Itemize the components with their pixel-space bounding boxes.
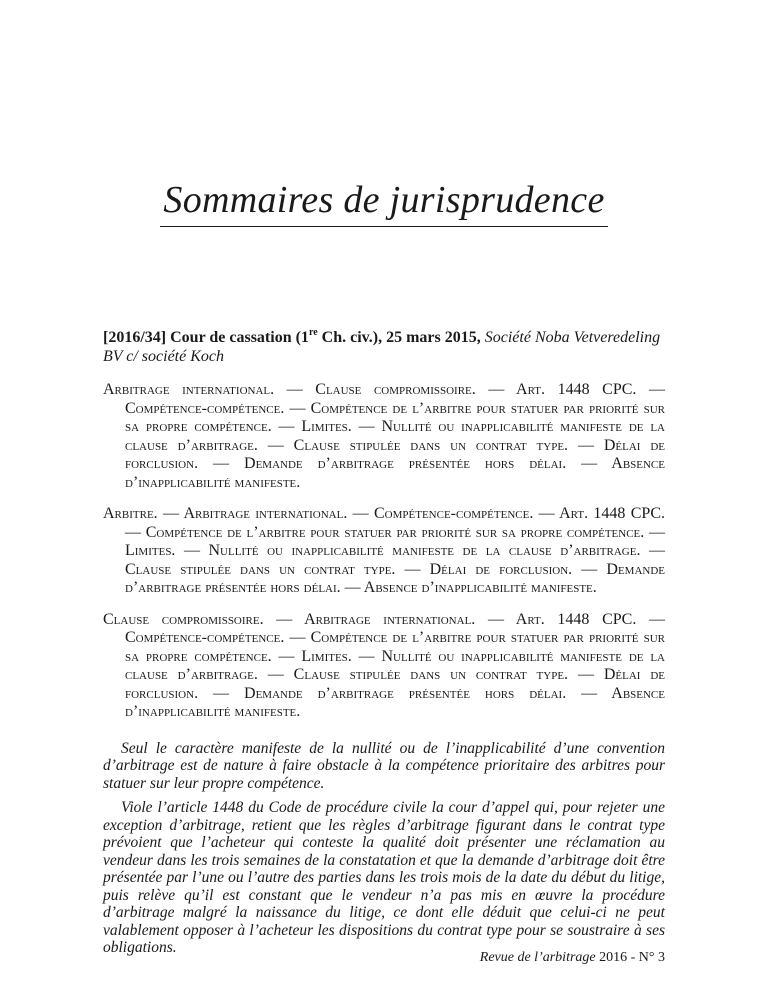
- case-parties: Société Noba Vetveredeling BV c/ société Koch: [103, 329, 661, 365]
- case-header: [103, 328, 665, 366]
- case-court-sup: re: [308, 326, 318, 338]
- sommaire-entry-arbitre: Arbitre. — Arbitrage international. — Compétence-compétence. — Art. 1448 CPC. — Compétence de l’arbitre pour statuer par priorité sur sa propre compétence. — Limites. — Nullité ou inapplicabilité manifeste de la clause d’arbitrage. — Clause stipulée dans un contrat type. — Délai de forclusion. — Demande d’arbitrage présentée hors délai. — Absence d’inapplicabilité manifeste.: [103, 505, 665, 596]
- summary-paragraph: Viole l’article 1448 du Code de procédure civile la cour d’appel qui, pour rejeter une exception d’arbitrage, retient que les règles d’arbitrage figurant dans le contrat type prévoient que l’acheteur qui conteste la qualité doit présenter une réclamation au vendeur dans les trois semaines de la constatation et que la demande d’arbitrage doit être présentée par l’une ou l’autre des parties dans les trois mois de la date du début du litige, puis relève qu’il est constant que le vendeur n’a pas mis en œuvre la procédure d’arbitrage malgré la naissance du litige, ce dont elle déduit que celui-ci ne peut valablement opposer à l’acheteur les dispositions du contrat type pour se soustraire à ses obligations.: [103, 799, 665, 956]
- page-footer: [480, 950, 665, 966]
- sommaire-entry-clause-compromissoire: Clause compromissoire. — Arbitrage international. — Art. 1448 CPC. — Compétence-compétence. — Compétence de l’arbitre pour statuer par priorité sur sa propre compétence. — Limites. — Nullité ou inapplicabilité manifeste de la clause d’arbitrage. — Clause stipulée dans un contrat type. — Délai de forclusion. — Demande d’arbitrage présentée hors délai. — Absence d’inapplicabilité manifeste.: [103, 610, 665, 720]
- page-title: Sommaires de jurisprudence: [163, 179, 605, 221]
- sommaire-entry-arbitrage-international: Arbitrage international. — Clause compromissoire. — Art. 1448 CPC. — Compétence-compétence. — Compétence de l’arbitre pour statuer par priorité sur sa propre compétence. — Limites. — Nullité ou inapplicabilité manifeste de la clause d’arbitrage. — Clause stipulée dans un contrat type. — Délai de forclusion. — Demande d’arbitrage présentée hors délai. — Absence d’inapplicabilité manifeste.: [103, 381, 665, 491]
- case-reference: [2016/34]: [103, 329, 167, 346]
- main-content: [103, 328, 665, 964]
- footer-journal: Revue de l’arbitrage: [479, 950, 596, 965]
- case-court-before: Cour de cassation (1: [170, 329, 309, 346]
- case-court-after: Ch. civ.), 25 mars 2015,: [317, 329, 481, 346]
- case-court: [170, 326, 481, 346]
- footer-issue: 2016 - N° 3: [595, 950, 665, 965]
- title-underline: [160, 226, 608, 227]
- title-block: [160, 178, 608, 227]
- summary-paragraph: Seul le caractère manifeste de la nullité ou de l’inapplicabilité d’une convention d’arbitrage est de nature à faire obstacle à la compétence prioritaire des arbitres pour statuer sur leur propre compétence.: [103, 739, 665, 792]
